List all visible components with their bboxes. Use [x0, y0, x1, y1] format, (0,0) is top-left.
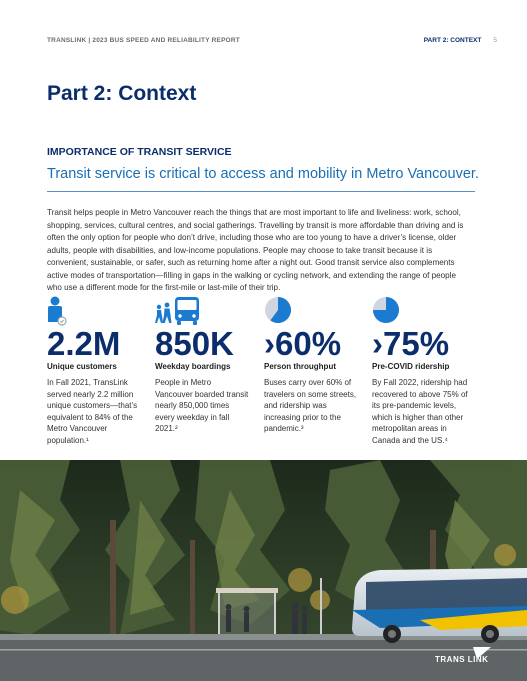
pie-icon [372, 296, 472, 326]
part-title: Part 2: Context [47, 82, 197, 105]
stat-weekday-boardings [155, 296, 250, 435]
stat-label: Person throughput [264, 362, 336, 371]
stat-label: Weekday boardings [155, 362, 231, 371]
body-paragraph: Transit helps people in Metro Vancouver reach the things that are most important to life and liveliness: work, school, shopping, services, cultural centres, and social gatherings. Travelling by transit is more affordable than driving and is often the only option for people who don’t drive, including those who are too young to have a driver’s license, older adults, people with disabilities, and low-income populations. People may choose to take transit because it is convenient, sustainable, or safer, such as returning home after a night out. Good transit service also complements active modes of transportation—filling in gaps in the walking or cycling network, and extending the range of people who use a different mode for the first-mile or last-mile of their trip. [47, 208, 464, 292]
stat-description: In Fall 2021, TransLink served nearly 2.2 million unique customers—that’s equivalent to 84% of the Metro Vancouver population.¹ [47, 378, 138, 445]
section-name: PART 2: CONTEXT [423, 37, 482, 44]
people-bus-icon [155, 296, 250, 326]
stat-label: Unique customers [47, 362, 117, 371]
stat-person-throughput [264, 296, 359, 435]
stat-unique-customers [47, 296, 142, 446]
logo-text: TRANS LINK [435, 655, 489, 664]
section-heading: IMPORTANCE OF TRANSIT SERVICE [47, 146, 232, 158]
translink-logo [433, 645, 493, 674]
page-number: 5 [493, 37, 497, 44]
divider [47, 191, 475, 192]
stat-value: ›60% [264, 325, 342, 362]
report-header: TRANSLINK | 2023 BUS SPEED AND RELIABILITY REPORT [47, 37, 240, 44]
stat-pre-covid-ridership [372, 296, 472, 446]
person-icon [47, 296, 142, 326]
subtitle: Transit service is critical to access and mobility in Metro Vancouver. [47, 166, 479, 182]
stat-description: People in Metro Vancouver boarded transit nearly 850,000 times every weekday in fall 2021.² [155, 378, 249, 433]
section-header [424, 37, 497, 44]
stat-description: By Fall 2022, ridership had recovered to above 75% of its pre-pandemic levels, which is higher than other metropolitan areas in Canada and the US.⁴ [372, 378, 468, 445]
stat-value: 2.2M [47, 325, 121, 362]
stat-description: Buses carry over 60% of travelers on some streets, and ridership was increasing prior to the pandemic.³ [264, 378, 357, 433]
stat-label: Pre-COVID ridership [372, 362, 450, 371]
pie-icon [264, 296, 359, 326]
stat-value: ›75% [372, 325, 450, 362]
stat-value: 850K [155, 325, 234, 362]
